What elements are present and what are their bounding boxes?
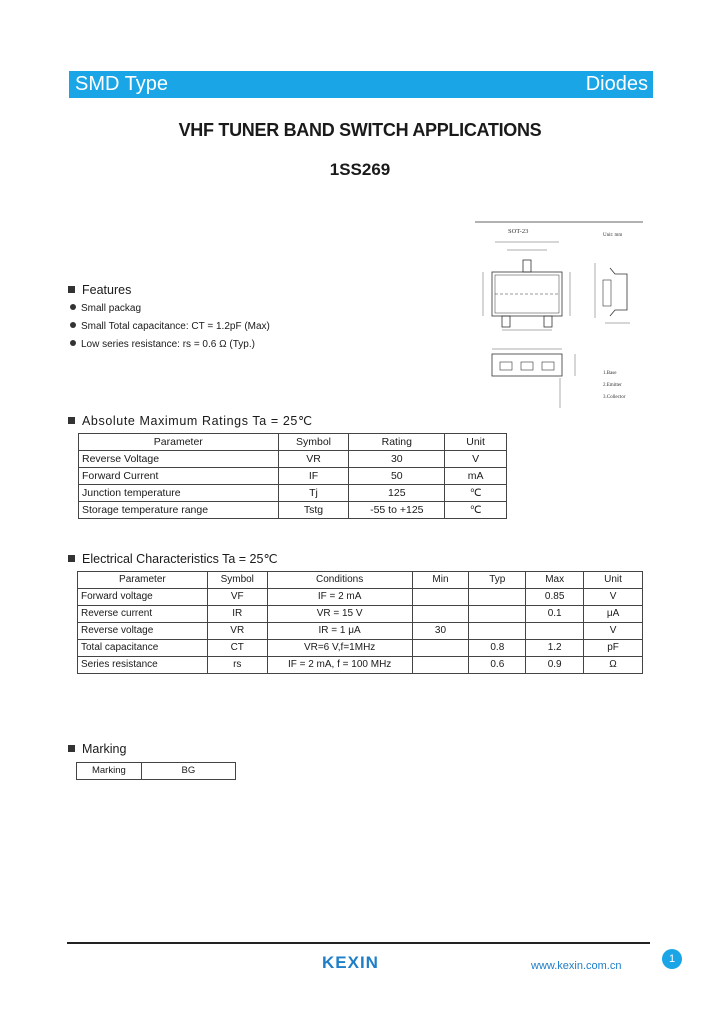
features-heading: Features (68, 283, 131, 297)
bullet-dot-icon (70, 322, 76, 328)
header-left: SMD Type (75, 73, 168, 95)
website-link[interactable]: www.kexin.com.cn (531, 960, 622, 972)
abs-max-heading: Absolute Maximum Ratings Ta = 25℃ (68, 413, 313, 428)
marking-heading: Marking (68, 742, 126, 756)
marking-table (76, 762, 236, 780)
table-row: Storage temperature range Tstg -55 to +125 ℃ (79, 502, 507, 519)
feature-item: Low series resistance: rs = 0.6 Ω (Typ.) (70, 339, 255, 350)
elec-table (77, 571, 643, 674)
bullet-dot-icon (70, 340, 76, 346)
table-row: Junction temperature Tj 125 ℃ (79, 485, 507, 502)
bullet-square-icon (68, 745, 75, 752)
table-row: Reverse voltage VR IR = 1 μA 30 V (78, 623, 643, 640)
table-header-row: Parameter Symbol Conditions Min Typ Max Unit (78, 572, 643, 589)
package-units: Unit: mm (603, 233, 623, 238)
bullet-square-icon (68, 417, 75, 424)
page-number: 1 (662, 949, 682, 969)
table-header-row: Parameter Symbol Rating Unit (79, 434, 507, 451)
table-row: Forward Current IF 50 mA (79, 468, 507, 485)
table-row: Reverse Voltage VR 30 V (79, 451, 507, 468)
package-drawing (475, 218, 650, 413)
svg-text:1.Base: 1.Base (603, 371, 617, 376)
table-row: Marking BG (77, 763, 236, 780)
table-row: Total capacitance CT VR=6 V,f=1MHz 0.8 1.2 pF (78, 640, 643, 657)
bullet-dot-icon (70, 304, 76, 310)
kexin-logo: KEXIN (322, 953, 379, 972)
svg-text:2.Emitter: 2.Emitter (603, 383, 622, 388)
doc-title: VHF TUNER BAND SWITCH APPLICATIONS (178, 120, 542, 140)
elec-heading: Electrical Characteristics Ta = 25℃ (68, 551, 277, 566)
svg-text:3.Collector: 3.Collector (603, 395, 626, 400)
package-name: SOT-23 (508, 228, 529, 235)
table-row: Reverse current IR VR = 15 V 0.1 μA (78, 606, 643, 623)
part-number: 1SS269 (329, 160, 391, 179)
table-row: Forward voltage VF IF = 2 mA 0.85 V (78, 589, 643, 606)
header-bar (69, 71, 653, 98)
feature-item: Small packag (70, 303, 141, 314)
table-row: Series resistance rs IF = 2 mA, f = 100 MHz 0.6 0.9 Ω (78, 657, 643, 674)
abs-max-table (78, 433, 507, 519)
bullet-square-icon (68, 286, 75, 293)
bullet-square-icon (68, 555, 75, 562)
feature-item: Small Total capacitance: CT = 1.2pF (Max) (70, 321, 270, 332)
header-right: Diodes (585, 73, 648, 95)
footer-divider (67, 942, 650, 944)
